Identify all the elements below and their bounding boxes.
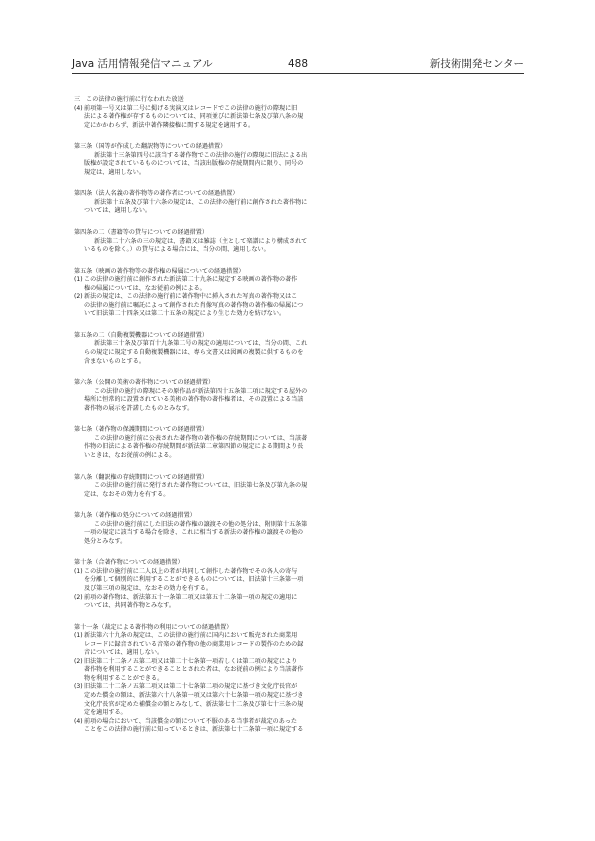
text-line: いるものを除く。）の貸与による場合には、当分の間、適用しない。 xyxy=(84,246,270,254)
text-line: この法律の施行前に発行された著作物については、旧法第七条及び第九条の規 xyxy=(94,482,308,490)
article-section xyxy=(74,96,526,130)
text-line: レコードに録音されている音楽の著作物の他の商業用レコードの製作のための録 xyxy=(84,640,304,648)
article-heading: 第四条の二（書籍等の貸与についての経過措置） xyxy=(74,229,208,237)
article-section xyxy=(74,624,526,735)
article-section xyxy=(74,190,526,216)
text-line: 定にかかわらず、新法中著作隣接権に関する規定を適用する。 xyxy=(84,121,255,129)
article-paragraph xyxy=(74,238,526,255)
page-header xyxy=(72,57,524,73)
article-section xyxy=(74,426,526,460)
numbered-paragraph xyxy=(74,658,526,684)
article-heading: 三 この法律の施行前に行なわれた放送 xyxy=(74,96,184,103)
text-line: いて旧法第二十四条又は第二十五条の規定により生じた効力を妨げない。 xyxy=(84,310,286,318)
paragraph-number: (1) xyxy=(74,567,83,575)
article-heading: 第五条の二（自動複製機器についての経過措置） xyxy=(74,331,208,339)
text-line: らの規定に規定する自動複製機器には、専ら文書又は図画の複製に供するものを xyxy=(84,349,304,357)
text-line: 文化庁長官が定めた補償金の額とみなして、新法第七十二条及び第七十三条の規 xyxy=(84,700,304,708)
text-line: 新法第六十九条の規定は、この法律の施行前に国内において販売された商業用 xyxy=(84,632,298,640)
article-heading: 第三条（国等が作成した翻訳物等についての経過措置） xyxy=(74,143,227,151)
numbered-paragraph xyxy=(74,718,526,735)
article-section xyxy=(74,379,526,413)
text-line: を分離して個別的に利用することができるものについては、旧法第十三条第一項 xyxy=(84,576,304,584)
text-line: 定めた償金の額は、新法第六十八条第一項又は第六十七条第一項の規定に基づき xyxy=(84,691,304,699)
paragraph-number: (2) xyxy=(74,593,83,601)
text-line: この法律の施行前に二人以上の者が共同して創作した著作物でその各人の寄与 xyxy=(84,567,298,575)
text-line: 旧法第二十二条ノ五第二項又は第二十七条第一項若しくは第二項の規定により xyxy=(84,657,298,665)
numbered-paragraph xyxy=(74,105,526,131)
text-line: 物を利用することができる。 xyxy=(84,674,164,682)
article-heading: 第七条（著作物の保護期間についての経過措置） xyxy=(74,426,208,434)
article-section xyxy=(74,474,526,500)
text-line: この法律の施行前にした旧法の著作権の譲渡その他の処分は、附則第十五条第 xyxy=(94,520,308,528)
text-line: 定を適用する。 xyxy=(84,709,127,717)
article-heading: 第十一条（裁定による著作物の利用についての経過措置） xyxy=(74,623,233,631)
header-manual-title: Java 活用情報発信マニュアル xyxy=(72,58,213,70)
article-paragraph xyxy=(74,482,526,499)
paragraph-number: (4) xyxy=(74,717,83,725)
numbered-paragraph xyxy=(74,568,526,594)
paragraph-number: (3) xyxy=(74,683,83,691)
article-heading: 第九条（著作権の処分についての経過措置） xyxy=(74,512,196,520)
text-line: 一項の規定に該当する場合を除き、これに相当する新法の著作権の譲渡その他の xyxy=(84,529,304,537)
article-section xyxy=(74,268,526,319)
article-section xyxy=(74,332,526,366)
article-paragraph xyxy=(74,521,526,547)
article-section xyxy=(74,512,526,546)
paragraph-number: (2) xyxy=(74,657,83,665)
text-line: 著作物を利用することができることとされた者は、なお従前の例により当該著作 xyxy=(84,666,304,674)
text-line: 旧法第二十二条ノ五第二項又は第二十七条第二項の規定に基づき文化庁長官が xyxy=(84,683,298,691)
text-line: 定は、なおその効力を有する。 xyxy=(84,490,170,498)
text-line: 規定は、適用しない。 xyxy=(84,168,145,176)
text-line: の法律の施行前に嘱託によって創作された肖像写真の著作物の著作権の帰属につ xyxy=(84,301,304,309)
text-line: 場所に恒常的に設置されている美術の著作物の著作権者は、その設置による当該 xyxy=(84,396,304,404)
text-line: 前項の場合において、当該償金の額について不服のある当事者が裁定のあった xyxy=(84,717,297,725)
text-line: 権の帰属については、なお従前の例による。 xyxy=(84,284,206,292)
text-line: ついては、適用しない。 xyxy=(84,207,152,215)
article-heading: 第十条（合著作物についての経過措置） xyxy=(74,559,184,567)
numbered-paragraph xyxy=(74,594,526,611)
text-line: いときは、なお従前の例による。 xyxy=(84,451,176,459)
text-line: 法による著作権が存するものについては、同項並びに新法第七条及び第八条の規 xyxy=(84,113,304,121)
article-section xyxy=(74,559,526,610)
text-line: この法律の施行前に公表された著作物の著作権の存続期間については、当該著 xyxy=(94,434,308,442)
article-heading: 第五条（映画の著作物等の著作権の帰属についての経過措置） xyxy=(74,267,245,275)
text-line: 音については、適用しない。 xyxy=(84,649,164,657)
text-line: 含まないものとする。 xyxy=(84,357,145,365)
text-line: この法律の施行前に創作された新法第二十九条に規定する映画の著作物の著作 xyxy=(84,276,298,284)
text-line: ことをこの法律の施行前に知っているときは、新法第七十二条第一項に規定する xyxy=(84,726,304,734)
article-paragraph xyxy=(74,199,526,216)
text-line: 前項の著作物は、新法第五十一条第二項又は第五十二条第一項の規定の適用に xyxy=(84,593,298,601)
article-paragraph xyxy=(74,388,526,414)
numbered-paragraph xyxy=(74,293,526,319)
page-number: 488 xyxy=(288,58,309,70)
document-body xyxy=(74,96,526,748)
text-line: この法律の施行の際現にその原作品が新法第四十五条第二項に規定する屋外の xyxy=(94,387,308,395)
text-line: 処分とみなす。 xyxy=(84,537,127,545)
article-heading: 第八条（翻訳権の存続期間についての経過措置） xyxy=(74,473,208,481)
text-line: 版権が設定されているものについては、当該出版権の存続期間内に限り、同号の xyxy=(84,160,304,168)
paragraph-number: (2) xyxy=(74,293,83,301)
text-line: 新法第三十条及び第百十九条第二号の規定の適用については、当分の間、これ xyxy=(94,340,308,348)
text-line: 新法第十五条及び第十六条の規定は、この法律の施行前に創作された著作物に xyxy=(94,198,308,206)
article-section xyxy=(74,229,526,255)
text-line: 新法第十三条第四号に該当する著作物でこの法律の施行の際現に旧法による出 xyxy=(94,151,308,159)
paragraph-number: (4) xyxy=(74,104,83,112)
text-line: 及び第三項の規定は、なおその効力を有する。 xyxy=(84,584,212,592)
header-organization: 新技術開発センター xyxy=(429,58,524,70)
article-heading: 第六条（公開の美術の著作物についての経過措置） xyxy=(74,379,215,387)
text-line: 前項第一号又は第二号に掲げる実演又はレコードでこの法律の施行の際現に旧 xyxy=(84,104,298,112)
text-line: ついては、共同著作物とみなす。 xyxy=(84,602,175,610)
text-line: 作物の旧法による著作権の存続期間が新法第二章第四節の規定による期間より長 xyxy=(84,443,304,451)
text-line: 新法の規定は、この法律の施行前に著作物中に挿入された写真の著作物又はこ xyxy=(84,293,298,301)
text-line: 新法第二十六条の三の規定は、書籍又は雑誌（主として楽譜により構成されて xyxy=(94,237,308,245)
numbered-paragraph xyxy=(74,632,526,658)
article-section xyxy=(74,143,526,177)
numbered-paragraph xyxy=(74,683,526,717)
article-paragraph xyxy=(74,340,526,366)
article-paragraph xyxy=(74,435,526,461)
header-rule xyxy=(72,73,524,74)
article-heading: 第四条（法人名義の著作物等の著作者についての経過措置） xyxy=(74,190,239,198)
article-paragraph xyxy=(74,152,526,178)
text-line: 著作物の展示を許諾したものとみなす。 xyxy=(84,404,194,412)
paragraph-number: (1) xyxy=(74,632,83,640)
paragraph-number: (1) xyxy=(74,276,83,284)
numbered-paragraph xyxy=(74,276,526,293)
